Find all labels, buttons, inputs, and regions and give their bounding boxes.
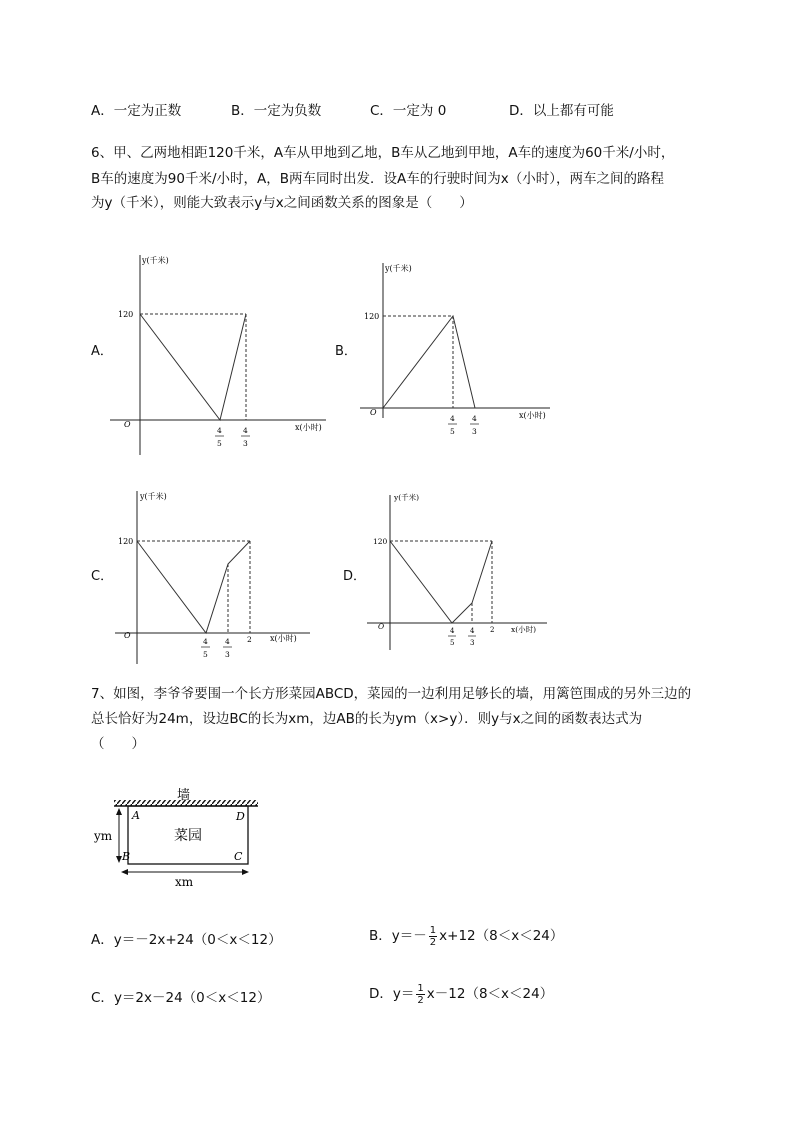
vertex-a: A (132, 809, 140, 822)
tick-120: 120 (118, 310, 134, 319)
y-axis-label: y(千米) (142, 256, 169, 265)
origin-label: O (370, 408, 377, 417)
x-dimension-label: xm (175, 875, 194, 889)
graph-label-d: D． (343, 569, 367, 584)
q7-option-c: C．y＝2x－24（0＜x＜12） (91, 990, 271, 1006)
x-axis-label: x(小时) (519, 411, 546, 420)
graph-label-a: A． (91, 344, 113, 359)
y-axis-label: y(千米) (394, 493, 420, 502)
frac-den: 3 (243, 439, 248, 448)
q5-option-c: C．一定为 0 (370, 103, 447, 119)
frac-num: 4 (450, 414, 455, 423)
frac-den: 5 (450, 427, 455, 436)
graph-line (383, 316, 475, 408)
graph-line (137, 541, 250, 633)
vertex-c: C (234, 850, 243, 863)
q7-option-d: D．y＝ $\frac{1}{2}$ x－12（8＜x＜24） (369, 982, 554, 1006)
q6-line-1: 6、甲、乙两地相距120千米，A车从甲地到乙地，B车从乙地到甲地，A车的速度为60千米/小时， (91, 145, 675, 161)
tick-120: 120 (118, 537, 134, 546)
frac-num: 4 (225, 637, 230, 646)
q5-option-a: A．一定为正数 (91, 103, 182, 119)
graph-label-b: B． (335, 344, 357, 359)
q6-line-2: B车的速度为90千米/小时，A，B两车同时出发．设A车的行驶时间为x（小时），两车之间的路程 (91, 171, 664, 187)
x-axis-label: x(小时) (511, 625, 537, 634)
graph-label-c: C． (91, 569, 114, 584)
garden-label: 菜园 (174, 828, 202, 844)
tick-2: 2 (490, 626, 495, 634)
q6-line-3: 为y（千米），则能大致表示y与x之间函数关系的图象是（ ） (91, 195, 473, 211)
frac-den: 3 (470, 639, 475, 647)
graph-a (110, 250, 340, 460)
graph-d (362, 490, 562, 655)
q7-option-a: A．y＝－2x+24（0＜x＜12） (91, 932, 282, 948)
frac-num: 4 (450, 627, 455, 635)
q7-option-b: B．y＝－ $\frac{1}{2}$ x+12（8＜x＜24） (369, 924, 564, 948)
frac-num: 4 (243, 426, 248, 435)
frac-den: 5 (203, 650, 208, 659)
frac-den: 3 (472, 427, 477, 436)
graph-line (390, 541, 492, 623)
q7-line-2: 总长恰好为24m，设边BC的长为xm，边AB的长为ym（x>y）．则y与x之间的函数表达式为 (91, 711, 643, 727)
q7-line-1: 7、如图，李爷爷要围一个长方形菜园ABCD，菜园的一边利用足够长的墙，用篱笆围成的另外三边的 (91, 686, 692, 702)
frac-num: 4 (203, 637, 208, 646)
fraction: $\frac{1}{2}$ (429, 924, 437, 948)
frac-num: 4 (217, 426, 222, 435)
garden-diagram (92, 780, 272, 892)
origin-label: O (124, 420, 131, 429)
wall-label: 墙 (177, 788, 191, 803)
fraction: $\frac{1}{2}$ (417, 982, 424, 1006)
tick-2: 2 (247, 635, 252, 644)
graph-c (110, 486, 330, 666)
graph-b (355, 258, 565, 443)
frac-den: 5 (450, 639, 455, 647)
tick-120: 120 (364, 312, 380, 321)
vertex-d: D (236, 810, 245, 823)
frac-num: 4 (472, 414, 477, 423)
x-axis-label: x(小时) (295, 423, 322, 432)
frac-den: 3 (225, 650, 230, 659)
origin-label: O (124, 631, 131, 640)
frac-num: 4 (470, 627, 475, 635)
x-axis-label: x(小时) (270, 634, 297, 643)
y-dimension-label: ym (94, 829, 113, 843)
q5-option-b: B．一定为负数 (231, 103, 322, 119)
origin-label: O (378, 622, 385, 631)
frac-den: 5 (217, 439, 222, 448)
y-axis-label: y(千米) (140, 492, 167, 501)
vertex-b: B (122, 850, 131, 863)
graph-line (140, 314, 246, 420)
y-axis-label: y(千米) (385, 264, 412, 273)
tick-120: 120 (373, 537, 388, 546)
q5-option-d: D．以上都有可能 (509, 103, 614, 119)
q7-line-3: （ ） (91, 736, 145, 752)
